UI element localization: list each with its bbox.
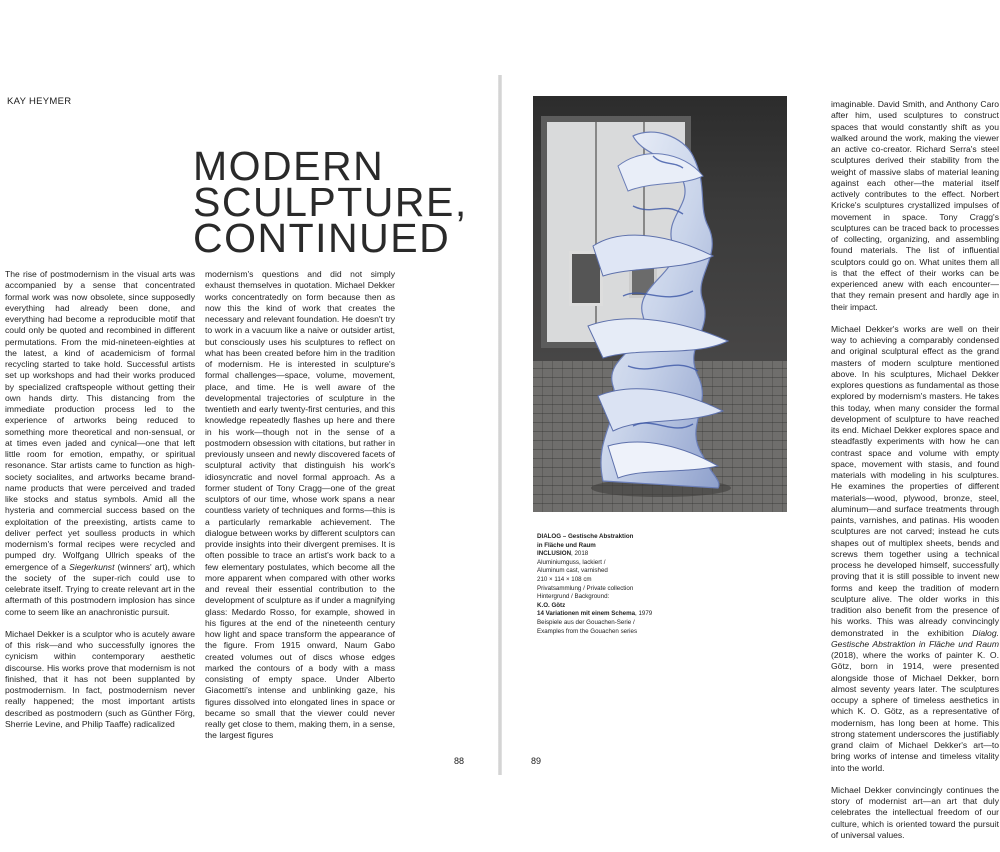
text-column-1 (5, 269, 195, 741)
text-column-2 (205, 269, 395, 753)
paragraph: imaginable. David Smith, and Anthony Caro after him, used sculptures to construct spaces that would constantly shift as you walked around the work, making the viewer an active co-creator. Richard Serra's steel sculptures derived their stability from the weight of massive slabs of material leaning against each other—the material itself actively contributes to the effect. Norbert Kricke's sculptures crystallized impulses of movement in space. Tony Cragg's sculptures can be traced back to processes of collecting, organizing, and assembling found materials. The list of influential sculptors could go on. What unites them all is that the effect of their works can be experienced anew with each encounter—that they remain present and hardly age in their impact. (831, 99, 999, 312)
caption-title: DIALOG – Gestische Abstraktion (537, 533, 634, 540)
caption-line: Privatsammlung / Private collection (537, 584, 634, 592)
caption-line: K.O. Götz (537, 601, 566, 609)
paragraph: modernism's questions and did not simply exhaust themselves in quotation. Michael Dekker works concentratedly on form because then as now this the kind of work that creates the necessary and relevant foundation. He doesn't try to work in a vacuum like a naive or outsider artist, but consciously uses his sculptures to reflect on what has been created before him in the tradition of modernism. He is interested in sculpture's formal challenges—space, volume, movement, place, and time. He is well aware of the developmental trajectories of sculpture in the twentieth and early twenty-first centuries, and this knowledge repeatedly flashes up here and there in his work—though not in the sense of a postmodern obsession with citations, but rather in previously unseen and newly discovered facets of sculptural activity that distinguish his work's idiosyncratic and novel formal approach. As a former student of Tony Cragg—one of the great sculptors of our time, whose work spans a near countless variety of techniques and forms—this is a particularly remarkable achievement. The dialogue between works by different sculptors can provide insights into their divergent premises. It is often possible to trace an artist's work back to a few elementary postulates, which become all the more apparent when compared with other works and reveal their essential contribution to the development of sculpture as if under a magnifying glass: Medardo Rosso, for example, showed in his figures at the end of the nineteenth century how light and space transform the appearance of the figure. From 1915 onward, Naum Gabo created volumes out of discs whose edges marked the contours of a body with a mass consisting of empty space. Under Alberto Giacometti's intense and unblinking gaze, his figures dissolved into elongated lines in space or became so small that the viewer could never really get close to them, making them, in a sense, the largest figures (205, 269, 395, 741)
page-number: 88 (454, 756, 465, 766)
paragraph-text: The rise of postmodernism in the visual arts was accompanied by a sense that concentrated formal work was now obsolete, since supposedly everything had already been done, and everything had become a reproducible motif that could only be quoted and recombined in different permutations. From the mid-nineteen-eighties at the latest, a kind of academicism of formal recycling started to take hold. Successful artists set up workshops and had their works produced by specialized craftspeople without getting their own hands dirty. This distancing from the immediate production process led to the experience of artworks being reduced to something more theoretical and non-sensual, or at times even jaded and cynical—one that left little room for emotion, empathy, or spiritual resonance. Star artists came to function as high-society socialites, and artworks became brand-name products that were perceived and traded like stocks and status symbols. Amid all the hysteria and commercial success based on the exploitation of the preexisting, artists came to deliver perfect yet soulless products in which modernism's formal recipes were recycled and pumped dry. Wolfgang Ullrich speaks of the emergence of a (5, 269, 195, 572)
emphasis-text: Siegerkunst (69, 561, 115, 572)
paragraph: Michael Dekker is a sculptor who is acutely aware of this risk—and who successfully ignores the cynicism within contemporary aesthetic discourse. His works prove that modernism is not finished, that it has not been supplanted by postmodernism. In fact, postmodernism never really happened; the most important artists described as postmodern (such as Günther Förg, Sherrie Levine, and Philip Taaffe) radicalized (5, 628, 195, 729)
caption-line: Aluminum cast, varnished (537, 567, 608, 575)
caption-work-title: INCLUSION (537, 550, 572, 558)
caption-line: Hintergrund / Background: (537, 593, 610, 601)
paragraph-text: (winners' art), which the society of the super-rich could use to celebrate itself. Trying to create relevant art in the aftermath of this postmodern implosion has since come to seem like an anachronistic pursuit. (5, 561, 195, 617)
caption-line: Aluminiumguss, lackiert / (537, 558, 606, 566)
caption-year: , 1979 (635, 610, 653, 618)
caption-line: 210 × 114 × 108 cm (537, 575, 592, 583)
sculpture-photo (533, 96, 787, 512)
page-number: 89 (531, 756, 542, 766)
author-name: KAY HEYMER (7, 96, 72, 107)
title-line: SCULPTURE, (193, 179, 468, 225)
photo-caption (537, 533, 707, 636)
book-gutter (498, 75, 502, 775)
caption-line (537, 610, 707, 619)
emphasis-text: Dialog. Gestische Abstraktion in Fläche und Raum (831, 627, 999, 649)
caption-work-title: 14 Variationen mit einem Schema (537, 610, 636, 618)
caption-line: Examples from the Gouachen series (537, 627, 638, 635)
caption-line (537, 550, 707, 559)
caption-title: in Fläche und Raum (537, 541, 596, 549)
paragraph-text: (2018), where the works of painter K. O. Götz, born in 1914, were presented alongside those of Michael Dekker, born almost seventy years later. The sculptures occupy a sphere of timeless aesthetics in which K. O. Götz, as a representative of modernism, has long been at home. This strong statement underscores the justifiably grand claim of Michael Dekker's art—to bring works of intense and timeless vitality into the world. (831, 650, 999, 773)
text-column-4 (831, 99, 999, 852)
paragraph (831, 324, 999, 774)
caption-year: , 2018 (571, 550, 589, 558)
paragraph-text: Michael Dekker's works are well on their way to achieving a comparably condensed and original sculptural effect as the grand masters of modern sculpture mentioned above. In his sculptures, Michael Dekker explores questions as fundamental as those explored by modernism's masters. He takes this today, when many consider the formal development of sculpture to have reached its end. Michael Dekker explores space and steadfastly experiments with how he can contrast space and volume with empty space, movement with stasis, and found materials with modeling in his sculptures. He examines the properties of different materials—wood, plywood, bronze, steel, aluminum—and surface treatments through paints, varnishes, and patinas. His wooden sculptures are not carved; instead he cuts shapes out of multiplex sheets, bends and screws them together using a technical process he developed himself, successfully proving that it is still possible to invent new forms and keep the tradition of modern sculpture alive. The older works in this tradition also benefit from the presence of his works. This was already convincingly demonstrated in the exhibition (831, 323, 999, 638)
title-line: MODERN (193, 143, 385, 189)
title-line: CONTINUED (193, 215, 451, 261)
left-page (0, 0, 499, 800)
paragraph: Michael Dekker convincingly continues the story of modernist art—an art that duly celebrates the intellectual freedom of our culture, which is oriented toward the pursuit of universal values. (831, 784, 999, 840)
caption-line: Beispiele aus der Gouachen-Serie / (537, 618, 635, 626)
sculpture-image (533, 96, 787, 512)
paragraph (5, 269, 195, 618)
article-title (193, 143, 468, 261)
